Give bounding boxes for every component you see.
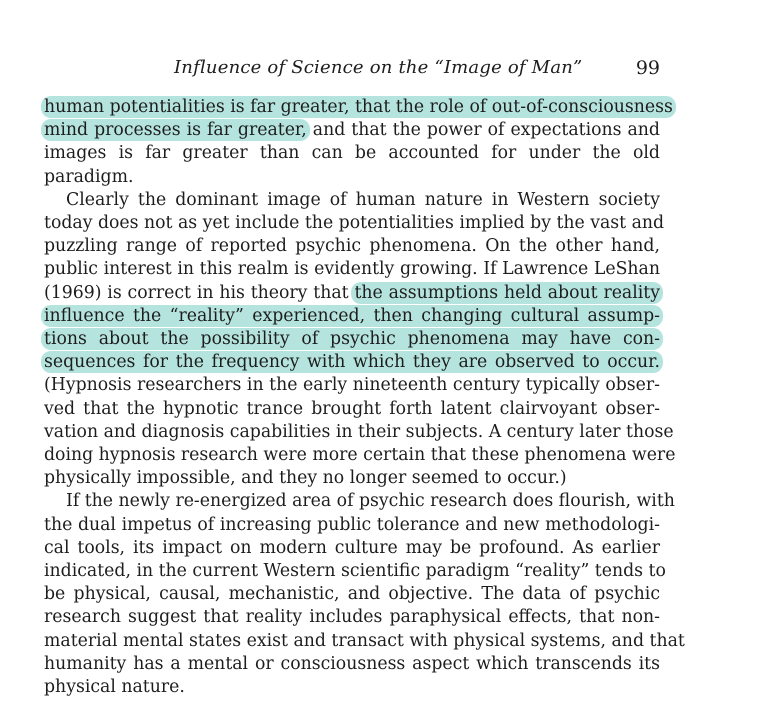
text-line: [44, 282, 660, 305]
text-line: public interest in this realm is evidently growing. If Lawrence LeShan: [44, 259, 660, 280]
text-line: be physical, causal, mechanistic, and objective. The data of psychic: [44, 584, 660, 605]
text-line: the dual impetus of increasing public tolerance and new methodologi-: [44, 514, 660, 535]
paragraph-3: [44, 490, 685, 699]
text-line: If the newly re-energized area of psychic research does flourish, with: [66, 491, 675, 512]
text-line: (Hypnosis researchers in the early nineteenth century typically obser-: [44, 375, 660, 396]
running-title: Influence of Science on the “Image of Man”: [174, 57, 583, 78]
text-line: puzzling range of reported psychic phenomena. On the other hand,: [44, 236, 660, 257]
text-line: vation and diagnosis capabilities in their subjects. A century later those: [44, 421, 674, 442]
text-line: [44, 96, 673, 119]
highlighted-text: influence the “reality” experienced, then changing cultural assump-: [41, 305, 663, 327]
text-line: research suggest that reality includes paraphysical effects, that non-: [44, 607, 660, 628]
text-line: Clearly the dominant image of human nature in Western society: [66, 189, 660, 210]
text-line: [44, 351, 660, 374]
text-line: images is far greater than can be accounted for under the old: [44, 143, 660, 164]
text-line: [44, 328, 660, 351]
highlighted-text: tions about the possibility of psychic phenomena may have con-: [41, 328, 663, 350]
body-text: [44, 96, 685, 699]
paragraph-1: [44, 96, 673, 189]
text-line: [44, 119, 660, 142]
page-number: 99: [635, 57, 660, 79]
highlighted-text: the assumptions held about reality: [351, 282, 663, 304]
text-line: [44, 305, 660, 328]
text-line: cal tools, its impact on modern culture may be profound. As earlier: [44, 537, 660, 558]
text-line: physically impossible, and they no longer seemed to occur.): [44, 468, 567, 489]
highlighted-text: sequences for the frequency with which they are observed to occur.: [41, 351, 663, 373]
line-text: and that the power of expectations and: [306, 120, 660, 141]
highlighted-text: human potentialities is far greater, that the role of out-of-consciousness: [41, 96, 676, 118]
running-head: [44, 57, 660, 83]
text-line: physical nature.: [44, 677, 185, 698]
text-line: paradigm.: [44, 166, 134, 187]
highlighted-text: mind processes is far greater,: [41, 119, 310, 141]
text-line: indicated, in the current Western scientific paradigm “reality” tends to: [44, 561, 666, 582]
text-line: today does not as yet include the potentialities implied by the vast and: [44, 213, 665, 234]
paragraph-2: [44, 189, 676, 491]
text-line: doing hypnosis research were more certain that these phenomena were: [44, 445, 676, 466]
text-line: material mental states exist and transact with physical systems, and that: [44, 630, 685, 651]
text-line: humanity has a mental or consciousness aspect which transcends its: [44, 653, 660, 674]
text-line: ved that the hypnotic trance brought forth latent clairvoyant obser-: [44, 398, 660, 419]
line-text: (1969) is correct in his theory that: [44, 282, 349, 303]
